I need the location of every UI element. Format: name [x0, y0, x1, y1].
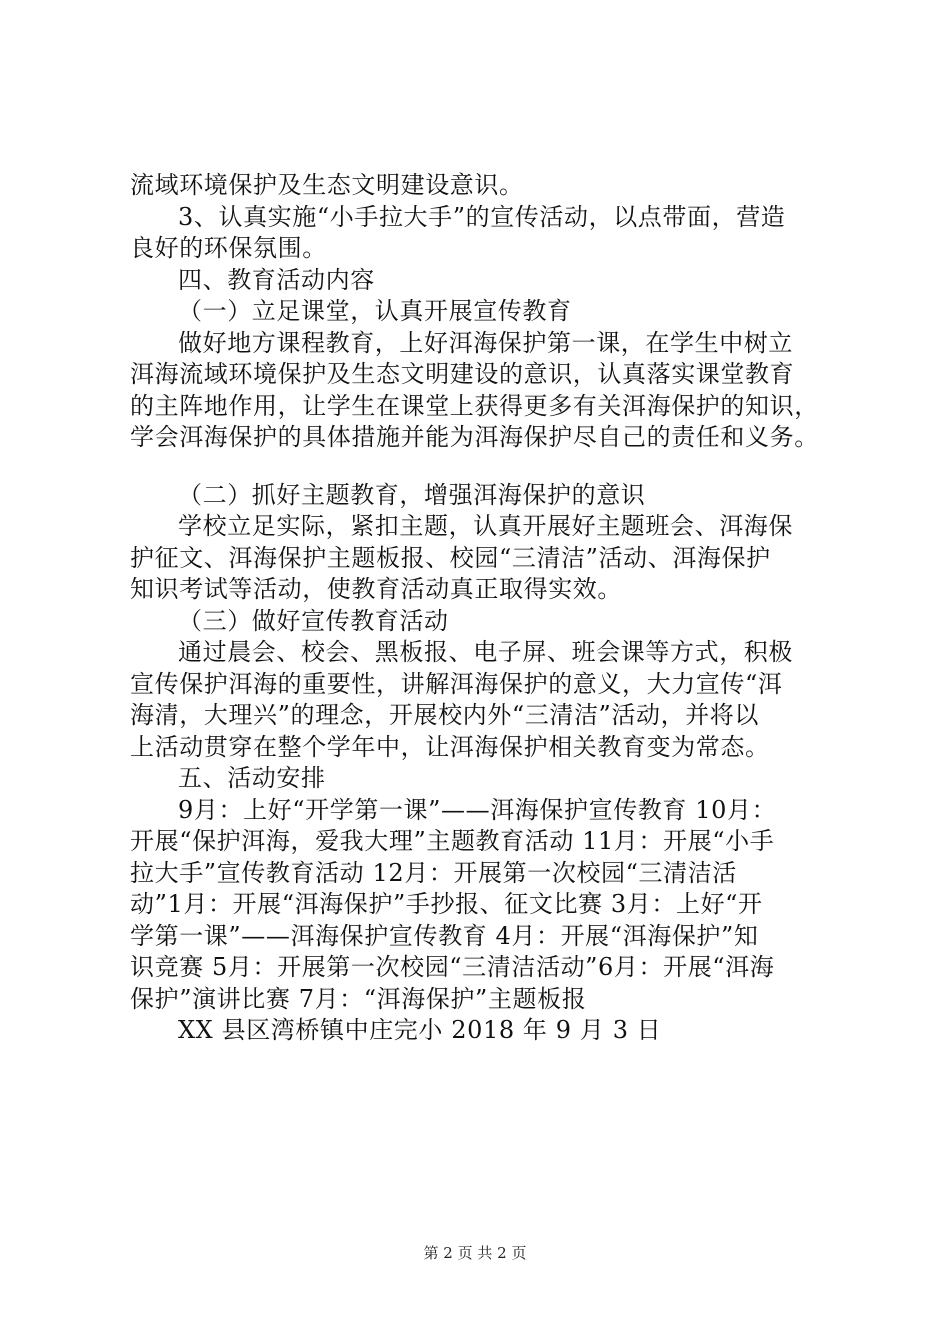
subsection-heading: （三）做好宣传教育活动 [178, 606, 449, 635]
paragraph-line: 学校立足实际，紧扣主题，认真开展好主题班会、洱海保 [178, 512, 793, 540]
paragraph-line: 的主阵地作用，让学生在课堂上获得更多有关洱海保护的知识， [130, 391, 819, 420]
paragraph-line: 开展“保护洱海，爱我大理”主题教育活动 11月：开展“小手 [130, 827, 775, 855]
paragraph-line: 护征文、洱海保护主题板报、校园“三清洁”活动、洱海保护 [130, 543, 771, 572]
paragraph-line: 流域环境保护及生态文明建设意识。 [130, 171, 524, 199]
paragraph-line: 上活动贯穿在整个学年中，让洱海保护相关教育变为常态。 [130, 732, 770, 761]
paragraph-line: 拉大手”宣传教育活动 12月：开展第一次校园“三清洁活 [130, 858, 737, 887]
signature-line: XX 县区湾桥镇中庄完小 2018 年 9 月 3 日 [178, 1016, 662, 1044]
paragraph-line: 做好地方课程教育，上好洱海保护第一课，在学生中树立 [178, 328, 793, 357]
paragraph-line: 学会洱海保护的具体措施并能为洱海保护尽自己的责任和义务。 [130, 423, 819, 451]
paragraph-line: 宣传保护洱海的重要性，讲解洱海保护的意义，大力宣传“洱 [130, 669, 783, 698]
paragraph-line: 知识考试等活动，使教育活动真正取得实效。 [130, 575, 622, 603]
paragraph-line: 动”1月：开展“洱海保护”手抄报、征文比赛 3月：上好“开 [130, 890, 763, 918]
paragraph-line: 良好的环保氛围。 [130, 234, 327, 262]
subsection-heading: （二）抓好主题教育，增强洱海保护的意识 [178, 480, 646, 509]
paragraph-line: 3、认真实施“小手拉大手”的宣传活动，以点带面，营造 [178, 202, 786, 231]
paragraph-line: 海清，大理兴”的理念，开展校内外“三清洁”活动，并将以 [130, 701, 760, 729]
paragraph-gap [130, 454, 850, 480]
paragraph-line: 识竞赛 5月：开展第一次校园“三清洁活动”6月：开展“洱海 [130, 953, 775, 981]
subsection-heading: （一）立足课堂，认真开展宣传教育 [178, 297, 572, 325]
paragraph-line: 学第一课”——洱海保护宣传教育 4月：开展“洱海保护”知 [130, 921, 759, 950]
paragraph-line: 保护”演讲比赛 7月：“洱海保护”主题板报 [130, 984, 587, 1013]
document-body [130, 170, 850, 1047]
page-footer: 第 2 页 共 2 页 [423, 1244, 527, 1262]
paragraph-line: 通过晨会、校会、黑板报、电子屏、班会课等方式，积极 [178, 638, 793, 666]
paragraph-line: 9月：上好“开学第一课”——洱海保护宣传教育 10月： [178, 795, 777, 824]
section-heading: 五、活动安排 [178, 764, 326, 792]
section-heading: 四、教育活动内容 [178, 265, 375, 294]
paragraph-line: 洱海流域环境保护及生态文明建设的意识，认真落实课堂教育 [130, 360, 795, 388]
